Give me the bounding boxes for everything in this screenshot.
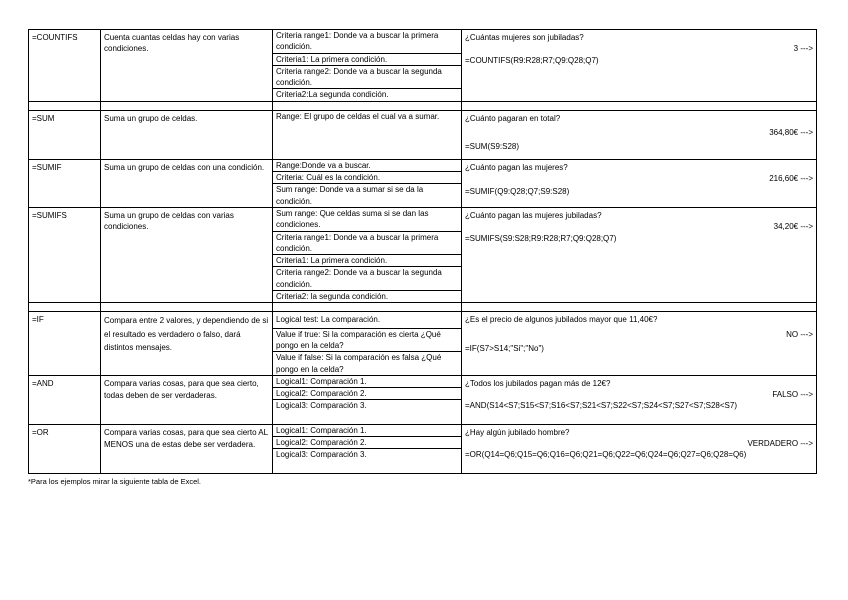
argument: Criteria2: la segunda condición. bbox=[276, 292, 389, 302]
footnote: *Para los ejemplos mirar la siguiente tabla de Excel. bbox=[28, 476, 202, 486]
example-cell bbox=[462, 312, 817, 375]
argument: Logical1: Comparación 1. bbox=[273, 376, 461, 388]
spacer-row bbox=[29, 303, 817, 312]
example-cell bbox=[462, 30, 817, 102]
function-name: =SUMIFS bbox=[29, 207, 101, 302]
function-name: =AND bbox=[29, 375, 101, 424]
argument: Logical2: Comparación 2. bbox=[273, 437, 461, 449]
example-formula: =OR(Q14=Q6;Q15=Q6;Q16=Q6;Q21=Q6;Q22=Q6;Q24=Q6;Q27=Q6;Q28=Q6) bbox=[465, 450, 747, 460]
example-result: 34,20€ ---> bbox=[773, 222, 813, 232]
argument: Value if false: Si la comparación es falsa ¿Qué pongo en la celda? bbox=[276, 353, 442, 374]
example-result: 3 ---> bbox=[793, 44, 813, 54]
argument: Range: El grupo de celdas el cual va a sumar. bbox=[276, 111, 440, 121]
example-question: ¿Hay algún jubilado hombre? bbox=[465, 427, 570, 437]
function-description: Cuenta cuantas celdas hay con varias condiciones. bbox=[101, 30, 273, 102]
example-formula: =SUMIF(Q9:Q28;Q7;S9:S28) bbox=[465, 187, 570, 197]
argument: Value if true: Si la comparación es cierta ¿Qué pongo en la celda? bbox=[273, 329, 461, 353]
argument: Sum range: Donde va a sumar si se da la condición. bbox=[276, 185, 424, 206]
example-formula: =AND(S14<S7;S15<S7;S16<S7;S21<S7;S22<S7;S24<S7;S27<S7;S28<S7) bbox=[465, 401, 737, 411]
function-description: Compara varias cosas, para que sea cierto AL MENOS una de estas debe ser verdadera. bbox=[101, 424, 273, 473]
table-row bbox=[29, 207, 817, 302]
example-question: ¿Es el precio de algunos jubilados mayor que 11,40€? bbox=[465, 315, 658, 325]
argument: Criteria1: La primera condición. bbox=[273, 54, 461, 66]
function-description: Suma un grupo de celdas con una condición. bbox=[101, 159, 273, 207]
example-cell bbox=[462, 110, 817, 159]
example-question: ¿Cuánto pagaran en total? bbox=[465, 113, 561, 123]
arguments-cell bbox=[273, 424, 462, 473]
function-name: =COUNTIFS bbox=[29, 30, 101, 102]
arguments-cell bbox=[273, 110, 462, 159]
function-description: Compara entre 2 valores, y dependiendo de si el resultado es verdadero o falso, dará distintos mensajes. bbox=[101, 312, 273, 375]
example-formula: =IF(S7>S14;"Si";"No") bbox=[465, 343, 544, 353]
example-result: NO ---> bbox=[786, 329, 813, 339]
table-row bbox=[29, 312, 817, 375]
example-cell bbox=[462, 375, 817, 424]
argument: Logical3: Comparación 3. bbox=[276, 401, 367, 411]
argument: Criteria range1: Donde va a buscar la primera condición. bbox=[273, 232, 461, 256]
example-result: 364,80€ ---> bbox=[769, 128, 813, 138]
argument: Criteria range2: Donde va a buscar la segunda condición. bbox=[273, 267, 461, 291]
example-result: VERDADERO ---> bbox=[747, 439, 813, 449]
example-cell bbox=[462, 159, 817, 207]
arguments-cell bbox=[273, 312, 462, 375]
example-formula: =COUNTIFS(R9:R28;R7;Q9:Q28;Q7) bbox=[465, 55, 599, 65]
document-page bbox=[28, 29, 816, 486]
arguments-cell bbox=[273, 159, 462, 207]
example-formula: =SUM(S9:S28) bbox=[465, 142, 520, 152]
argument: Criteria2:La segunda condición. bbox=[276, 90, 389, 100]
table-row bbox=[29, 424, 817, 473]
table-row bbox=[29, 110, 817, 159]
example-result: FALSO ---> bbox=[772, 390, 813, 400]
argument: Logical1: Comparación 1. bbox=[273, 425, 461, 437]
argument: Criteria1: La primera condición. bbox=[273, 255, 461, 267]
functions-table bbox=[28, 29, 817, 474]
example-cell bbox=[462, 207, 817, 302]
arguments-cell bbox=[273, 207, 462, 302]
argument: Criteria range2: Donde va a buscar la segunda condición. bbox=[273, 66, 461, 90]
table-row bbox=[29, 375, 817, 424]
example-question: ¿Cuánto pagan las mujeres jubiladas? bbox=[465, 210, 602, 220]
function-description: Compara varias cosas, para que sea cierto, todas deben de ser verdaderas. bbox=[101, 375, 273, 424]
argument: Criteria range1: Donde va a buscar la primera condición. bbox=[273, 30, 461, 54]
table-row bbox=[29, 159, 817, 207]
example-result: 216,60€ ---> bbox=[769, 174, 813, 184]
example-cell bbox=[462, 424, 817, 473]
arguments-cell bbox=[273, 375, 462, 424]
example-question: ¿Cuántas mujeres son jubiladas? bbox=[465, 33, 584, 42]
example-question: ¿Cuánto pagan las mujeres? bbox=[465, 162, 568, 172]
function-name: =SUM bbox=[29, 110, 101, 159]
example-question: ¿Todos los jubilados pagan más de 12€? bbox=[465, 378, 611, 388]
spacer-row bbox=[29, 101, 817, 110]
arguments-cell bbox=[273, 30, 462, 102]
function-description: Suma un grupo de celdas. bbox=[101, 110, 273, 159]
argument: Logical3: Comparación 3. bbox=[276, 450, 367, 460]
argument: Logical test: La comparación. bbox=[273, 312, 461, 328]
example-formula: =SUMIFS(S9:S28;R9:R28;R7;Q9:Q28;Q7) bbox=[465, 233, 617, 243]
argument: Range:Donde va a buscar. bbox=[273, 160, 461, 172]
function-name: =IF bbox=[29, 312, 101, 375]
table-row bbox=[29, 30, 817, 102]
function-description: Suma un grupo de celdas con varias condiciones. bbox=[101, 207, 273, 302]
argument: Sum range: Que celdas suma si se dan las condiciones. bbox=[273, 208, 461, 232]
function-name: =OR bbox=[29, 424, 101, 473]
function-name: =SUMIF bbox=[29, 159, 101, 207]
argument: Criteria: Cuál es la condición. bbox=[273, 172, 461, 184]
argument: Logical2: Comparación 2. bbox=[273, 388, 461, 400]
